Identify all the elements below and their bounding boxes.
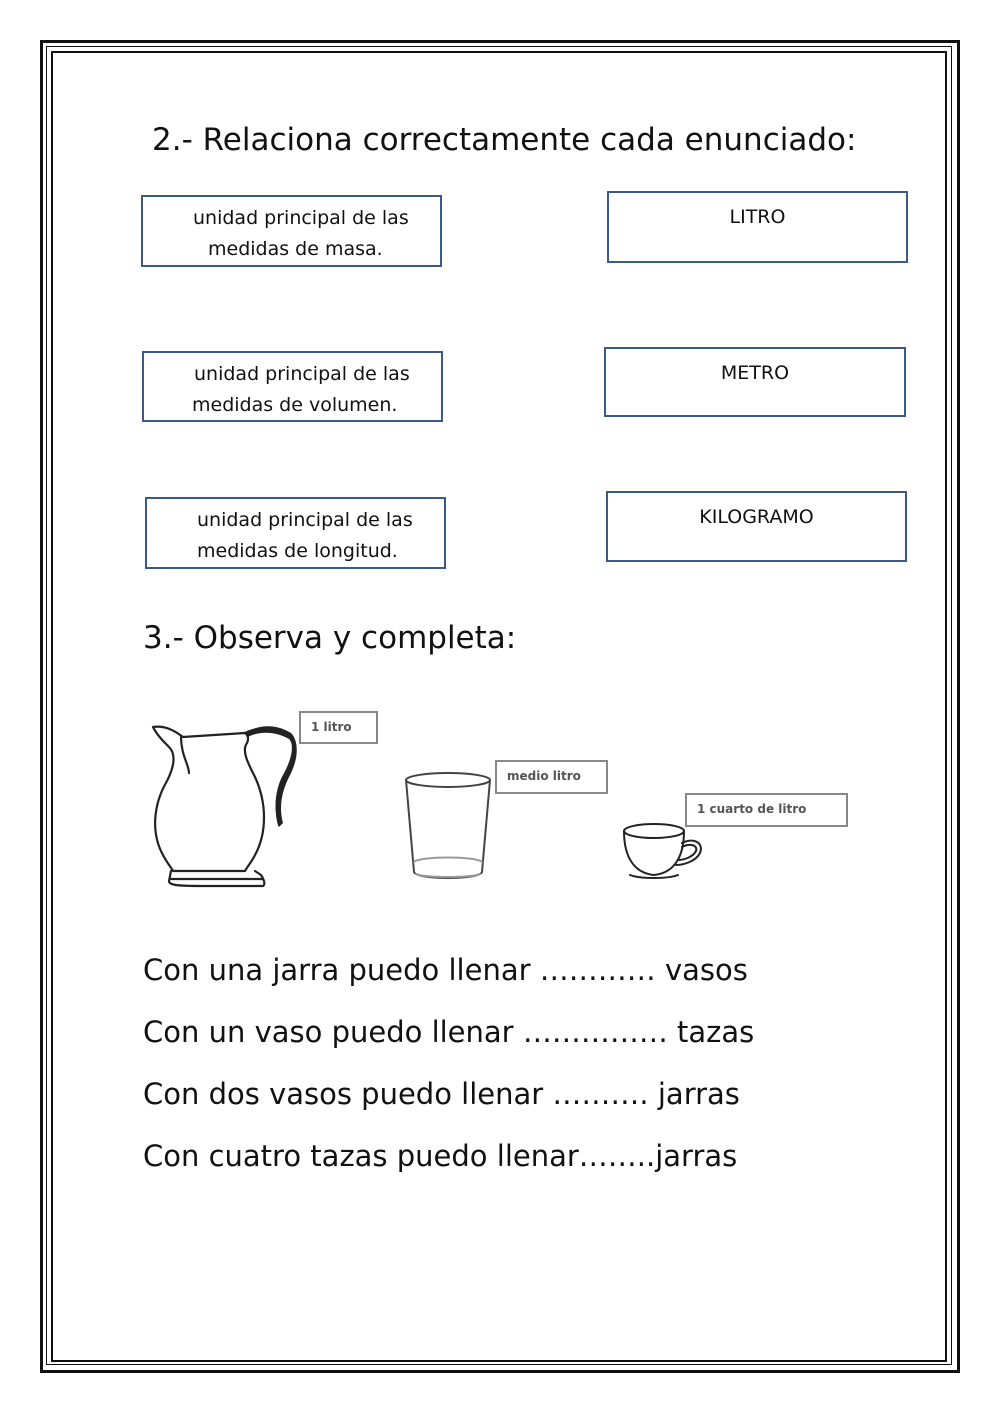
fill-in-sentence: Con dos vasos puedo llenar ………. jarras bbox=[143, 1077, 740, 1111]
exercise-2-title: 2.- Relaciona correctamente cada enunciado: bbox=[152, 122, 857, 158]
glass-label: medio litro bbox=[495, 760, 608, 794]
description-line: unidad principal de las bbox=[194, 363, 410, 385]
description-box-mass[interactable] bbox=[141, 195, 442, 267]
fill-in-sentence: Con cuatro tazas puedo llenar……..jarras bbox=[143, 1139, 738, 1173]
description-box-length[interactable] bbox=[145, 497, 446, 569]
description-line: medidas de longitud. bbox=[197, 540, 398, 562]
description-line: medidas de volumen. bbox=[192, 394, 398, 416]
description-line: unidad principal de las bbox=[193, 207, 409, 229]
description-line: unidad principal de las bbox=[197, 509, 413, 531]
glass-icon bbox=[400, 762, 500, 887]
fill-in-sentence: Con una jarra puedo llenar ………… vasos bbox=[143, 953, 748, 987]
jug-icon bbox=[145, 715, 305, 890]
unit-box-metro[interactable]: METRO bbox=[604, 347, 906, 417]
exercise-3-title: 3.- Observa y completa: bbox=[143, 620, 517, 656]
fill-in-sentence: Con un vaso puedo llenar …………… tazas bbox=[143, 1015, 755, 1049]
description-line: medidas de masa. bbox=[208, 238, 383, 260]
unit-box-kilogramo[interactable]: KILOGRAMO bbox=[606, 491, 907, 562]
cup-label: 1 cuarto de litro bbox=[685, 793, 848, 827]
jug-label: 1 litro bbox=[299, 711, 378, 744]
description-box-volume[interactable] bbox=[142, 351, 443, 422]
unit-box-litro[interactable]: LITRO bbox=[607, 191, 908, 263]
